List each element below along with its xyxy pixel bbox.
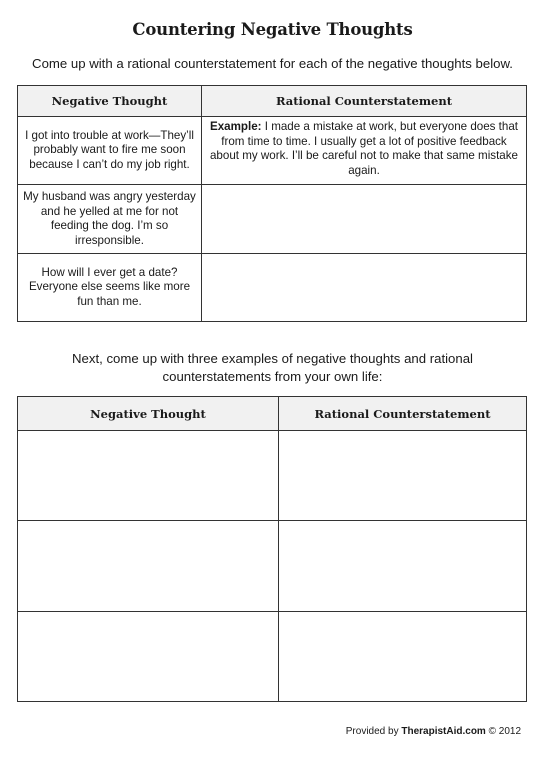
footer-copyright: © 2012 (485, 726, 521, 737)
footer-prefix: Provided by (345, 726, 402, 737)
column-header-rational-counterstatement: Rational Counterstatement (202, 86, 527, 117)
table-row (18, 254, 527, 322)
page-title: Countering Negative Thoughts (132, 20, 413, 39)
table-header-row (18, 86, 527, 117)
negative-thought-cell: My husband was angry yesterday and he yelled at me for not feeding the dog. I’m so irresponsible. (18, 185, 202, 254)
column-header-negative-thought: Negative Thought (18, 397, 279, 431)
negative-thought-cell: How will I ever get a date? Everyone else seems like more fun than me. (18, 254, 202, 322)
table-row (18, 521, 527, 612)
footer-credit (346, 726, 521, 737)
own-counterstatement-cell[interactable] (279, 521, 527, 612)
counterstatement-answer-cell[interactable] (202, 185, 527, 254)
own-negative-thought-cell[interactable] (18, 521, 279, 612)
own-counterstatement-cell[interactable] (279, 612, 527, 702)
counterstatement-example-cell (202, 117, 527, 185)
own-negative-thought-cell[interactable] (18, 612, 279, 702)
table-header-row (18, 397, 527, 431)
table-row (18, 185, 527, 254)
table-row (18, 431, 527, 521)
example-label: Example: (209, 120, 262, 133)
table-row (18, 612, 527, 702)
own-counterstatement-cell[interactable] (279, 431, 527, 521)
column-header-rational-counterstatement: Rational Counterstatement (279, 397, 527, 431)
own-negative-thought-cell[interactable] (18, 431, 279, 521)
negative-thought-cell: I got into trouble at work—They’ll probably want to fire me soon because I can’t do my job right. (18, 117, 202, 185)
instructions-part-1: Come up with a rational counterstatement for each of the negative thoughts below. (32, 56, 513, 71)
own-thoughts-table (17, 396, 527, 702)
table-row (18, 117, 527, 185)
footer-brand-link[interactable]: TherapistAid.com (401, 726, 486, 737)
thoughts-table (17, 85, 527, 322)
column-header-negative-thought: Negative Thought (18, 86, 202, 117)
example-text: I made a mistake at work, but everyone does that from time to time. I usually get a lot of positive feedback about my work. I’ll be careful not to make that same mistake again. (209, 120, 519, 177)
instructions-part-2: Next, come up with three examples of negative thoughts and rational counterstatements from your own life: (72, 351, 473, 384)
counterstatement-answer-cell[interactable] (202, 254, 527, 322)
